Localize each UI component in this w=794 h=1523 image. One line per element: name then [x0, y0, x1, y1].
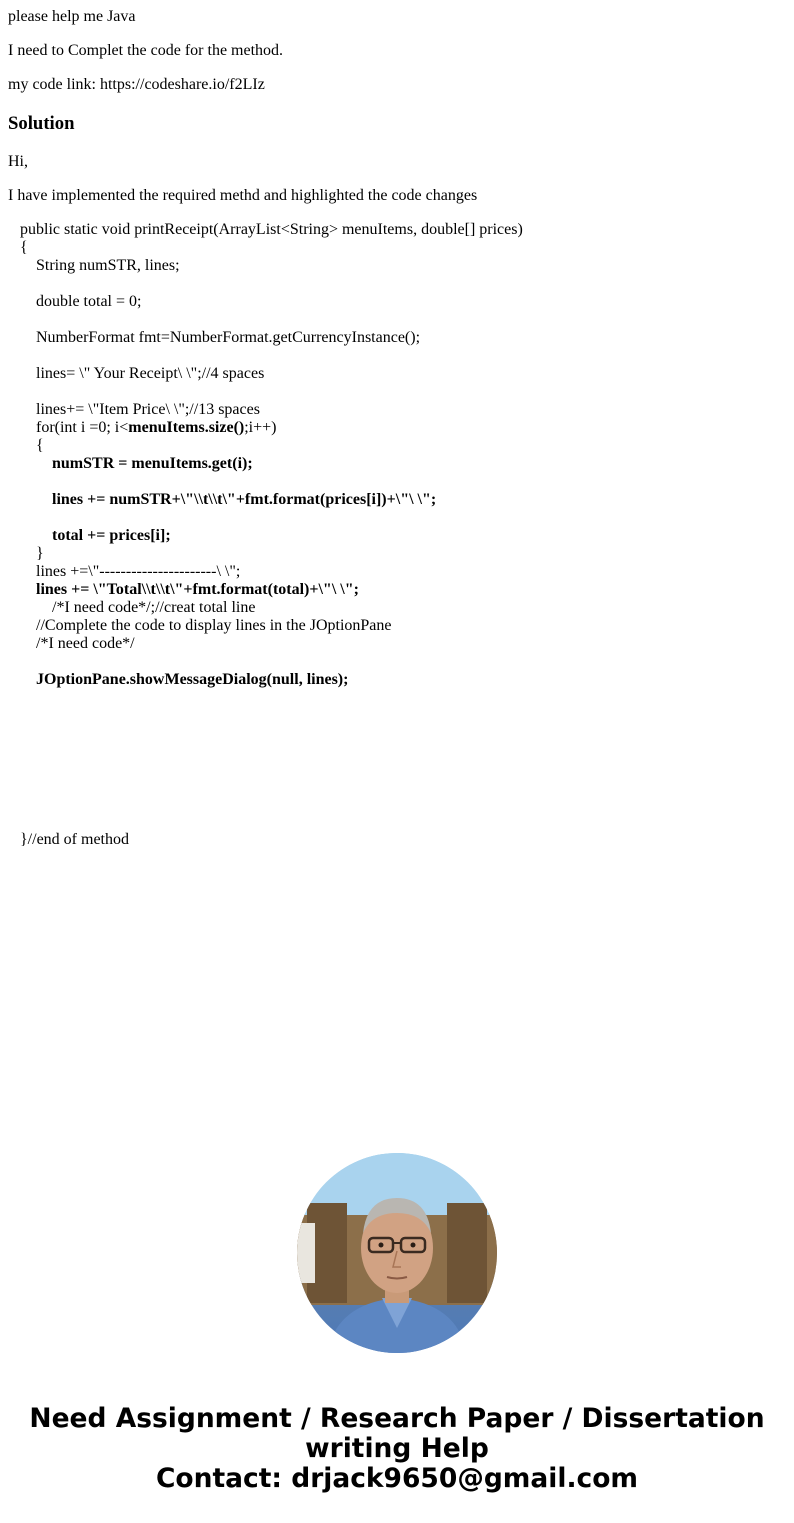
question-line-2: I need to Complet the code for the method.	[8, 42, 284, 59]
banner-contact: Contact: drjack9650@gmail.com	[155, 1463, 639, 1494]
code-for-prefix: for(int i =0; i<	[36, 419, 129, 436]
code-lines-receipt: lines= \" Your Receipt\ \";//4 spaces	[36, 365, 265, 382]
code-loop-open: {	[36, 437, 44, 454]
intro-text: I have implemented the required methd and highlighted the code changes	[8, 187, 478, 204]
code-signature: public static void printReceipt(ArrayList<String> menuItems, double[] prices)	[20, 221, 523, 238]
question-line-3: my code link: https://codeshare.io/f2LIz	[8, 76, 265, 93]
code-for-suffix: ;i++)	[244, 419, 277, 436]
banner-line-2: writing Help	[305, 1433, 489, 1464]
code-need-code-1: /*I need code*/;//creat total line	[52, 599, 256, 616]
code-open-brace: {	[20, 239, 28, 256]
code-show-dialog: JOptionPane.showMessageDialog(null, lines);	[36, 671, 349, 688]
code-need-code-2: /*I need code*/	[36, 635, 135, 652]
code-for-loop	[36, 419, 277, 437]
code-loop-total: total += prices[i];	[52, 527, 171, 544]
greeting: Hi,	[8, 153, 28, 170]
code-comment-display: //Complete the code to display lines in the JOptionPane	[36, 617, 392, 634]
code-total-line: lines += \"Total\\t\\t\"+fmt.format(total)+\"\ \";	[36, 581, 359, 598]
code-end-method: }//end of method	[20, 831, 129, 848]
code-loop-lines: lines += numSTR+\"\\t\\t\"+fmt.format(prices[i])+\"\ \";	[52, 491, 437, 508]
code-dashes: lines +=\"----------------------\ \";	[36, 563, 241, 580]
question-line-1: please help me Java	[8, 8, 136, 25]
solution-heading: Solution	[8, 113, 75, 134]
person-photo-icon	[297, 1153, 497, 1353]
code-decl-vars: String numSTR, lines;	[36, 257, 180, 274]
code-decl-fmt: NumberFormat fmt=NumberFormat.getCurrencyInstance();	[36, 329, 421, 346]
code-lines-item: lines+= \"Item Price\ \";//13 spaces	[36, 401, 260, 418]
code-loop-close: }	[36, 545, 44, 562]
code-for-bold: menuItems.size()	[128, 419, 245, 436]
code-decl-total: double total = 0;	[36, 293, 142, 310]
banner-line-1: Need Assignment / Research Paper / Dissertation	[29, 1403, 765, 1434]
code-loop-get: numSTR = menuItems.get(i);	[52, 455, 253, 472]
author-avatar	[297, 1153, 497, 1353]
